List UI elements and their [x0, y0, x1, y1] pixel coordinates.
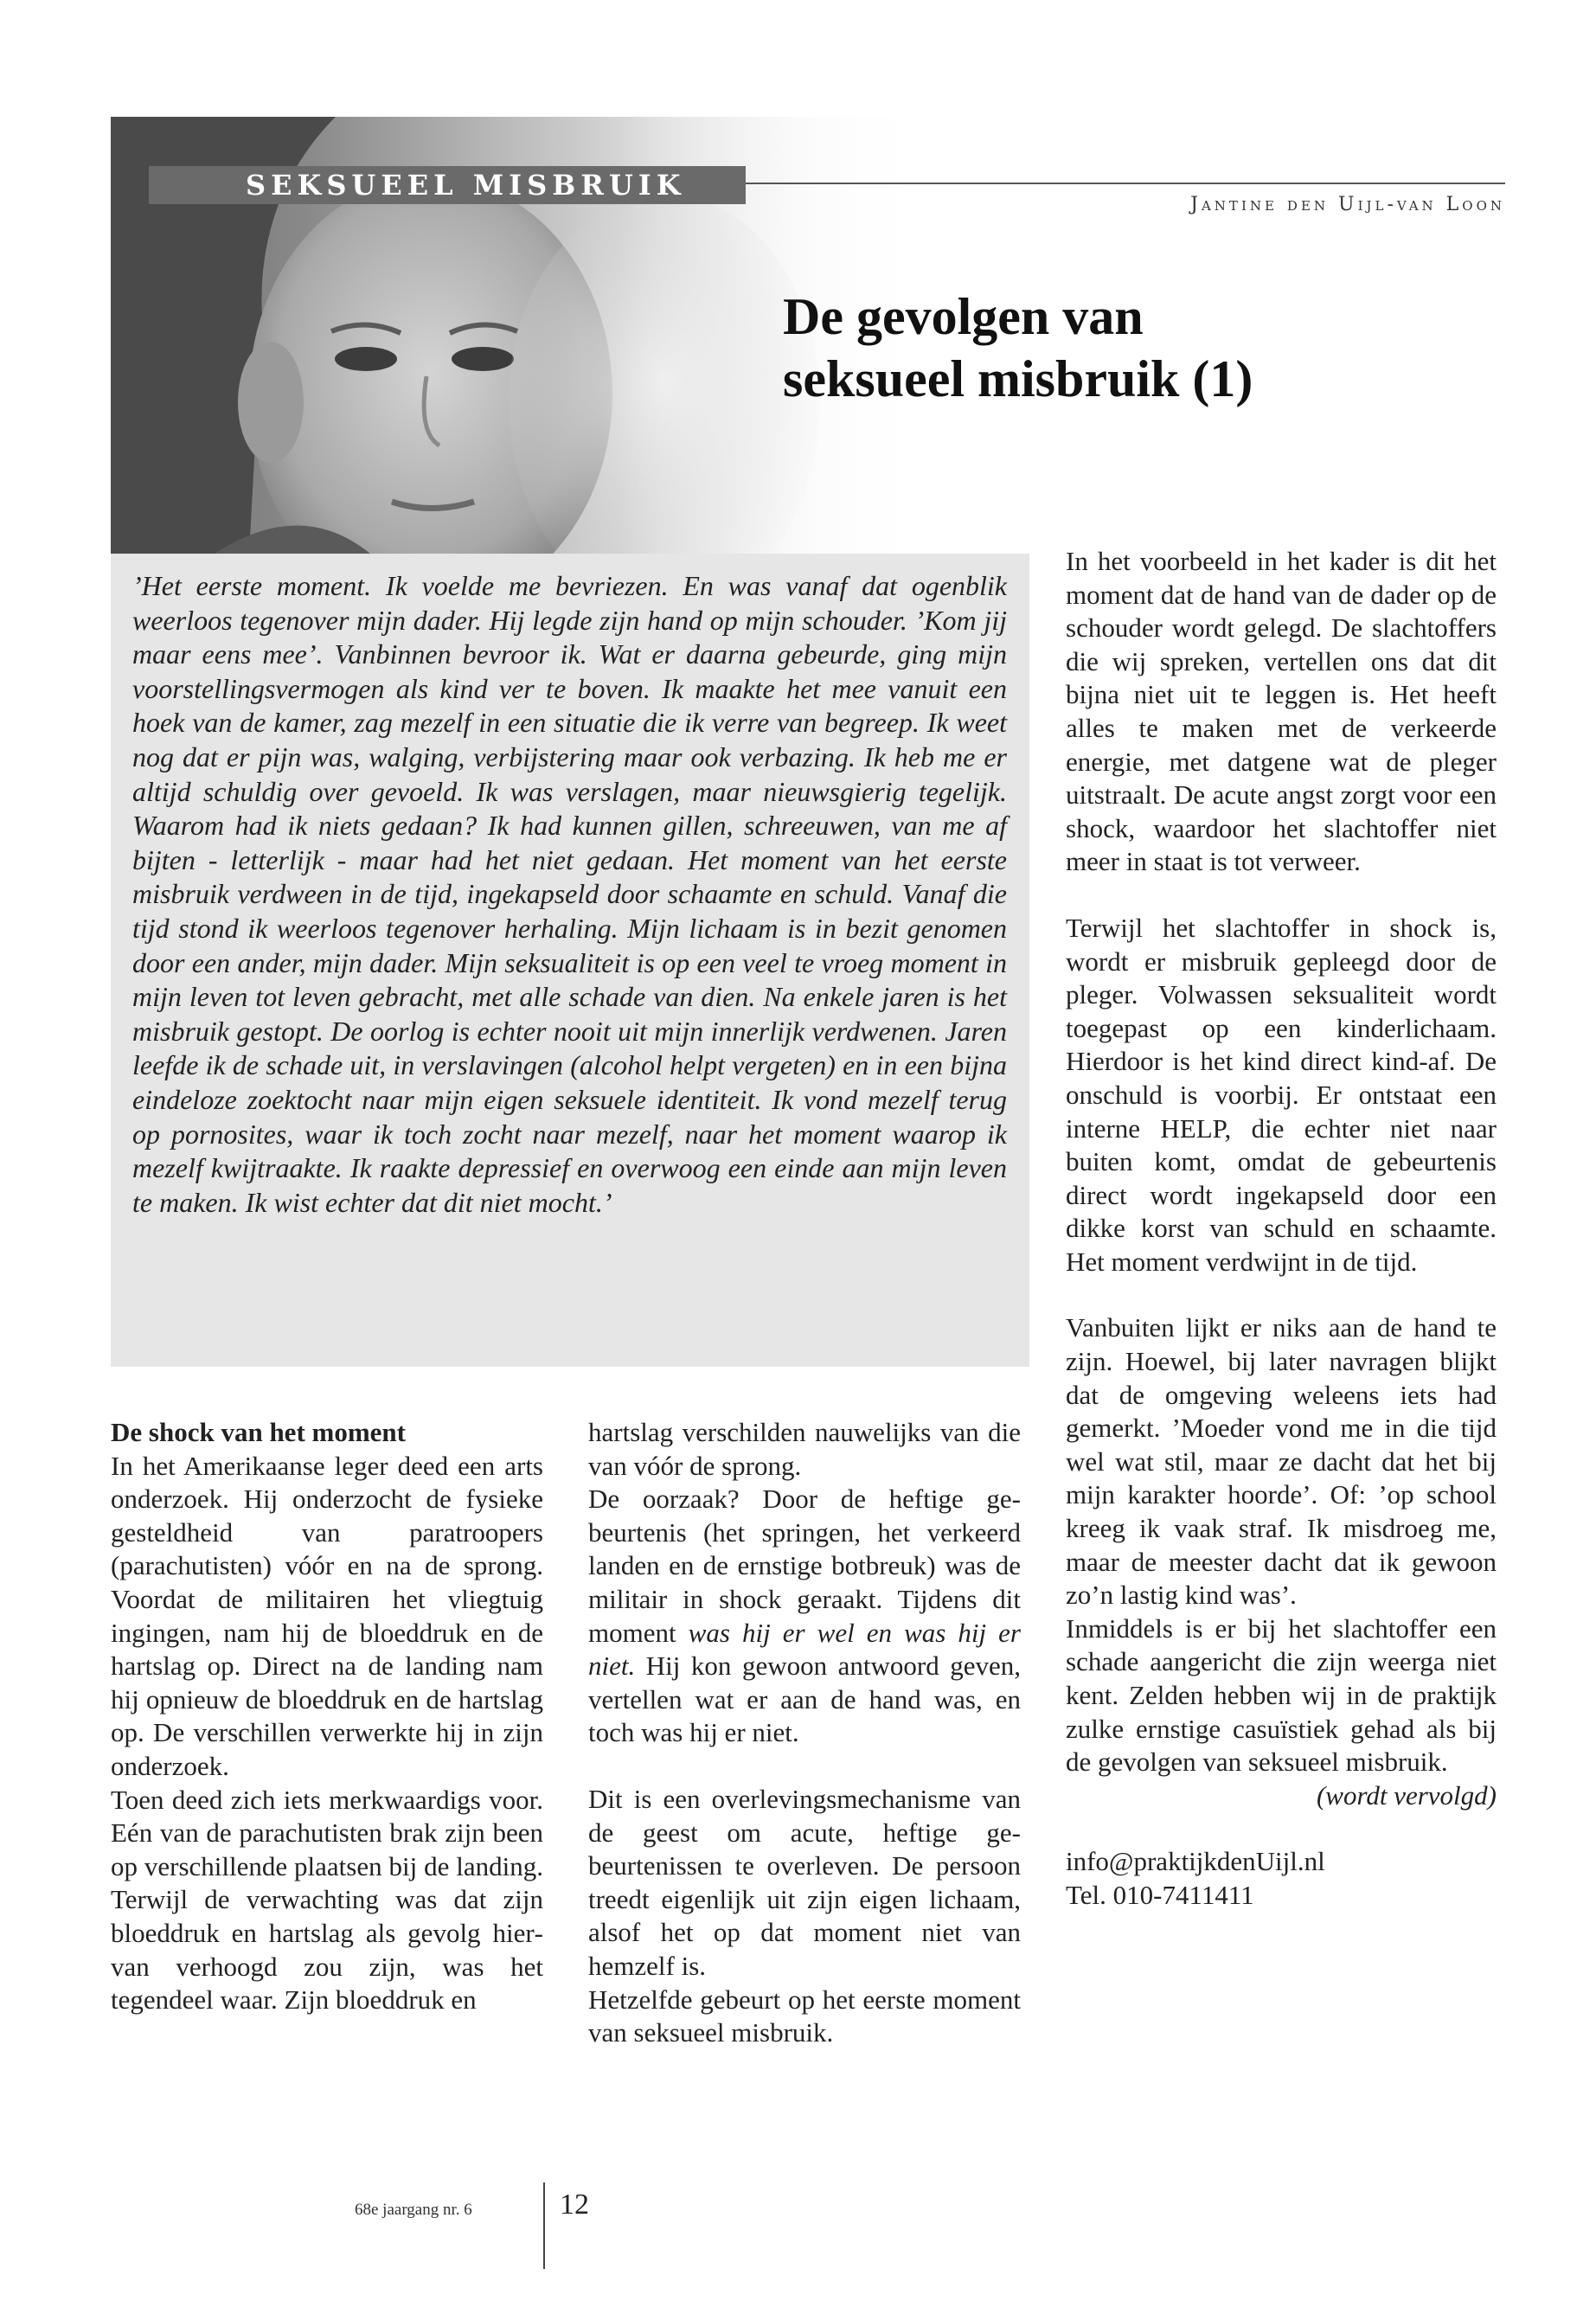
contact-phone: Tel. 010-7411411 [1066, 1879, 1254, 1910]
header-rule [727, 183, 1505, 184]
testimony-quote: ’Het eerste moment. Ik voelde me bevriezen. En was vanaf dat ogenblik weerloos tegenover mijn dader. Hij legde zijn hand op mijn schouder. ’Kom jij maar eens mee’. Vanbinnen bevroor ik. Wat er daarna gebeurde, ging mijn voorstellingsvermogen als kind ver te boven. Ik maakte het mee vanuit een hoek van de kamer, zag mezelf in een situatie die ik verre van begreep. Ik weet nog dat er pijn was, walging, verbijstering maar ook verbazing. Ik heb me er altijd schuldig over gevoeld. Ik was verslagen, maar nieuwsgierig tegelijk. Waarom had ik niets gedaan? Ik had kunnen gillen, schreeuwen, van me af bijten - letterlijk - maar had het niet gedaan. Het moment van het eerste misbruik verdween in de tijd, ingekapseld door schaamte en schuld. Vanaf die tijd stond ik weerloos tegenover herhaling. Mijn lichaam is in bezit genomen door een ander, mijn dader. Mijn seksualiteit is op een veel te vroeg moment in mijn leven tot leven gebracht, met alle schade van dien. Na enkele jaren is het misbruik gestopt. De oorlog is echter nooit uit mijn innerlijk verdwenen. Jaren leefde ik de schade uit, in verslavingen (alcohol helpt vergeten) en in een bijna eindeloze zoektocht naar mijn eigen seksuele identiteit. Ik vond mezelf terug op pornosites, waar ik toch zocht naar mezelf, naar het moment waarop ik mezelf kwijtraakte. Ik raakte depressief en overwoog een einde aan mijn leven te maken. Ik wist echter dat dit niet mocht.’ [132, 570, 1007, 1218]
paragraph: In het Amerikaanse leger deed een arts onderzoek. Hij onderzocht de fysieke gesteldheid van paratroopers (parachutisten) vóór en na de sprong. Voordat de militairen het vliegtuig ingingen, nam hij de bloeddruk en de hartslag op. Direct na de landing nam hij opnieuw de bloeddruk en de hartslag op. De verschillen verwerkte hij in zijn onderzoek. [111, 1450, 543, 1781]
paragraph [588, 1483, 1021, 1750]
section-heading: De shock van het moment [111, 1417, 406, 1447]
title-line-1: De gevolgen van [783, 288, 1144, 345]
footer-rule [543, 2182, 545, 2269]
paragraph: Toen deed zich iets merkwaardigs voor. Eén van de parachutisten brak zijn been op verschillende plaatsen bij de landing. Terwijl de verwachting was dat zijn bloeddruk en hartslag als gevolg hiervan verhoogd zou zijn, was het tegendeel waar. Zijn bloeddruk en [111, 1784, 543, 2016]
page-number: 12 [560, 2189, 589, 2221]
paragraph: Terwijl het slachtoffer in shock is, wordt er misbruik gepleegd door de pleger. Volwassen seksualiteit wordt toegepast op een kinderlichaam. Hierdoor is het kind direct kind-af. De onschuld is voorbij. Er ontstaat een interne HELP, die echter niet naar buiten komt, omdat de gebeurtenis direct wordt ingekapseld door een dikke korst van schuld en schaamte. Het moment verdwijnt in de tijd. [1066, 912, 1497, 1277]
paragraph-text: De oorzaak? Door de heftige gebeurtenis (het springen, het verkeerd landen en de ernstige botbreuk) was de militair in shock geraakt. Tijdens dit moment [588, 1484, 1021, 1648]
testimony-quote-box [111, 554, 1029, 1367]
paragraph: In het voorbeeld in het kader is dit het moment dat de hand van de dader op de schouder wordt gelegd. De slachtoffers die wij spreken, vertellen ons dat dit bijna niet uit te leggen is. Het heeft alles te maken met de verkeerde energie, met datgene wat de pleger uitstraalt. De acute angst zorgt voor een shock, waardoor het slachtoffer niet meer in staat is tot verweer. [1066, 546, 1497, 877]
paragraph: Dit is een overlevingsmechanisme van de geest om acute, heftige gebeurtenissen te overleven. De persoon treedt eigenlijk uit zijn eigen lichaam, alsof het op dat moment niet van hemzelf is. [588, 1783, 1021, 1981]
emphasis-text: was hij er wel en was hij er niet. [588, 1617, 1021, 1682]
article-title [783, 285, 1475, 410]
continued-note: (wordt vervolgd) [1316, 1779, 1497, 1811]
paragraph: Vanbuiten lijkt er niks aan de hand te zijn. Hoewel, bij later navragen blijkt dat de omgeving weleens iets had gemerkt. ’Moeder vond me in die tijd wel wat stil, maar ze dacht dat het bij mijn karakter hoorde’. Of: ’op school kreeg ik vaak straf. Ik misdroeg me, maar de meester dacht dat ik gewoon zo’n lastig kind was’. [1066, 1312, 1497, 1611]
column-3 [1066, 545, 1497, 1913]
paragraph-text: Hij kon gewoon antwoord geven, vertellen wat er aan de hand was, en toch was hij er niet. [588, 1650, 1021, 1748]
author-byline: Jantine den Uijl-van Loon [1190, 194, 1505, 215]
issue-label: 68e jaargang nr. 6 [355, 2201, 472, 2219]
section-label: SEKSUEEL MISBRUIK [149, 166, 746, 204]
title-line-2: seksueel misbruik (1) [783, 350, 1253, 407]
column-1 [111, 1416, 543, 2017]
column-2 [588, 1416, 1021, 2050]
paragraph: Hetzelfde gebeurt op het eerste moment van seksueel misbruik. [588, 1984, 1021, 2048]
contact-email[interactable]: info@praktijkdenUijl.nl [1066, 1846, 1325, 1877]
paragraph: hartslag verschilden nauwelijks van die van vóór de sprong. [588, 1417, 1021, 1481]
paragraph: Inmiddels is er bij het slachtoffer een schade aangericht die zijn weerga niet kent. Zelden hebben wij in de praktijk zulke ernstige casuïstiek gehad als bij de gevolgen van seksueel misbruik. [1066, 1612, 1497, 1778]
